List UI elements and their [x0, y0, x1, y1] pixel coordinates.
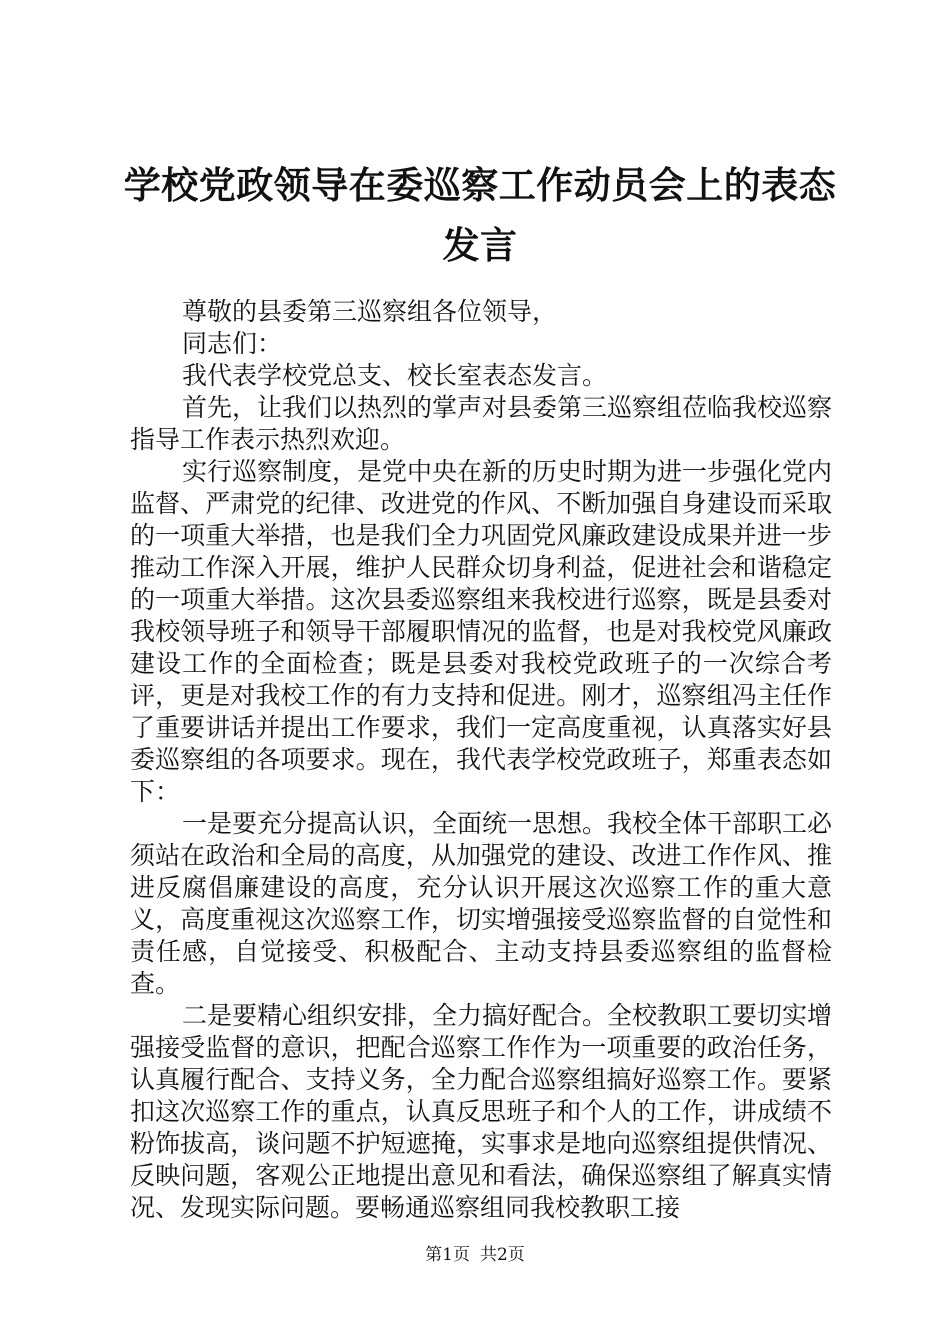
greeting: 同志们：	[182, 329, 283, 358]
paragraph: 首先，让我们以热烈的掌声对县委第三巡察组莅临我校巡察指导工作表示热烈欢迎。	[130, 393, 833, 454]
paragraph: 我代表学校党总支、校长室表态发言。	[182, 361, 608, 390]
page-total: 共2页	[480, 1245, 525, 1265]
paragraph: 实行巡察制度，是党中央在新的历史时期为进一步强化党内监督、严肃党的纪律、改进党的作风、不断加强自身建设而采取的一项重大举措，也是我们全力巩固党风廉政建设成果并进一步推动工作深入开展，维护人民群众切身利益，促进社会和谐稳定的一项重大举措。这次县委巡察组来我校进行巡察，既是县委对我校领导班子和领导干部履职情况的监督，也是对我校党风廉政建设工作的全面检查；既是县委对我校党政班子的一次综合考评，更是对我校工作的有力支持和促进。刚才，巡察组冯主任作了重要讲话并提出工作要求，我们一定高度重视，认真落实好县委巡察组的各项要求。现在，我代表学校党政班子，郑重表态如下：	[130, 457, 833, 806]
page-footer	[0, 1245, 950, 1265]
salutation: 尊敬的县委第三巡察组各位领导，	[182, 297, 558, 326]
document-body	[130, 296, 832, 1224]
page-number: 第1页	[425, 1245, 470, 1265]
paragraph: 一是要充分提高认识，全面统一思想。我校全体干部职工必须站在政治和全局的高度，从加强党的建设、改进工作作风、推进反腐倡廉建设的高度，充分认识开展这次巡察工作的重大意义，高度重视这次巡察工作，切实增强接受巡察监督的自觉性和责任感，自觉接受、积极配合、主动支持县委巡察组的监督检查。	[130, 809, 833, 998]
document-title: 学校党政领导在委巡察工作动员会上的表态发言	[123, 163, 837, 267]
paragraph: 二是要精心组织安排，全力搞好配合。全校教职工要切实增强接受监督的意识，把配合巡察工作作为一项重要的政治任务，认真履行配合、支持义务，全力配合巡察组搞好巡察工作。要紧扣这次巡察工作的重点，认真反思班子和个人的工作，讲成绩不粉饰拔高，谈问题不护短遮掩，实事求是地向巡察组提供情况、反映问题，客观公正地提出意见和看法，确保巡察组了解真实情况、发现实际问题。要畅通巡察组同我校教职工接	[130, 1001, 833, 1222]
